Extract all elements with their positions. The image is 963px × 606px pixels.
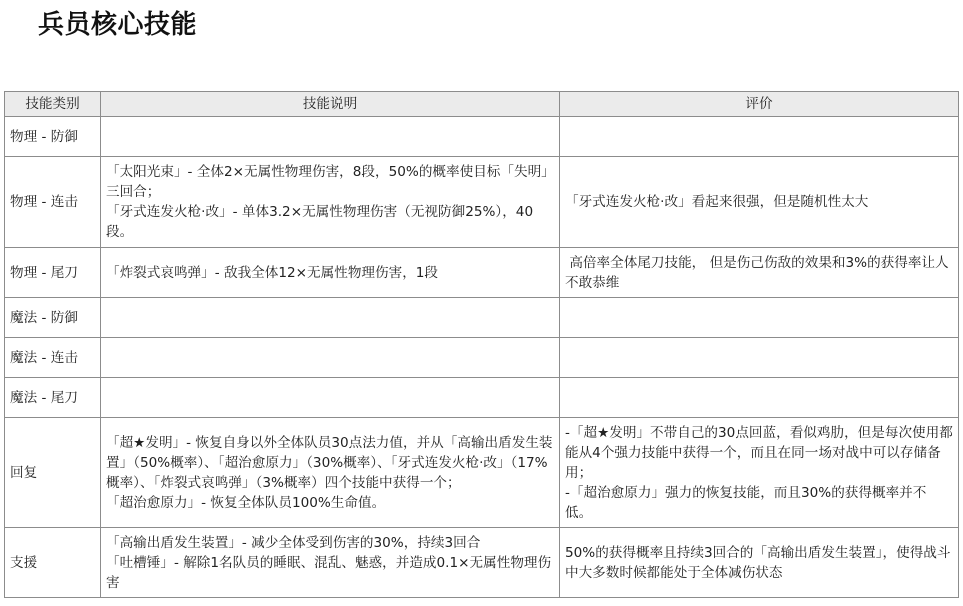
category-cell: 魔法 - 尾刀 (5, 378, 101, 418)
category-cell: 物理 - 防御 (5, 117, 101, 157)
table-row (5, 298, 959, 338)
skill-evaluation: -「超★发明」不带自己的30点回蓝，看似鸡肋，但是每次使用都能从4个强力技能中获得一个，而且在同一场对战中可以存储备用； (565, 424, 953, 481)
skill-evaluation: 高倍率全体尾刀技能， 但是伤己伤敌的效果和3%的获得率让人不敢恭维 (565, 254, 949, 291)
evaluation-cell (560, 248, 959, 298)
description-cell (101, 248, 560, 298)
evaluation-cell (560, 378, 959, 418)
skill-description: 「吐槽锤」- 解除1名队员的睡眠、混乱、魅惑，并造成0.1×无属性物理伤害 (106, 554, 552, 591)
evaluation-cell (560, 117, 959, 157)
table-row (5, 157, 959, 248)
category-cell: 物理 - 尾刀 (5, 248, 101, 298)
skill-description: 「牙式连发火枪·改」- 单体3.2×无属性物理伤害（无视防御25%），40段。 (106, 204, 534, 240)
skill-evaluation: 50%的获得概率且持续3回合的「高输出盾发生装置」，使得战斗中大多数时候都能处于全体减伤状态 (565, 544, 951, 581)
evaluation-cell (560, 157, 959, 248)
skill-evaluation: -「超治愈原力」强力的恢复技能，而且30%的获得概率并不低。 (565, 484, 927, 521)
header-category: 技能类别 (5, 92, 101, 117)
skill-description: 「太阳光束」- 全体2×无属性物理伤害，8段，50%的概率使目标「失明」三回合； (106, 164, 548, 200)
skill-evaluation: 「牙式连发火枪·改」看起来很强，但是随机性太大 (565, 194, 869, 210)
description-cell (101, 117, 560, 157)
table-row (5, 378, 959, 418)
skill-description: 「炸裂式哀鸣弹」- 敌我全体12×无属性物理伤害，1段 (106, 264, 439, 281)
description-cell (101, 338, 560, 378)
description-cell (101, 378, 560, 418)
description-cell (101, 298, 560, 338)
skill-description: 「超治愈原力」- 恢复全体队员100%生命值。 (106, 494, 386, 511)
skill-description: 「高输出盾发生装置」- 减少全体受到伤害的30%，持续3回合 (106, 534, 481, 551)
evaluation-cell (560, 528, 959, 598)
table-row (5, 528, 959, 598)
description-cell (101, 418, 560, 528)
table-row (5, 248, 959, 298)
description-cell (101, 528, 560, 598)
skills-table (4, 91, 959, 598)
table-row (5, 338, 959, 378)
table-header-row (5, 92, 959, 117)
category-cell: 回复 (5, 418, 101, 528)
table-row (5, 117, 959, 157)
skill-description: 「超★发明」- 恢复自身以外全体队员30点法力值，并从「高输出盾发生装置」（50%概率）、「超治愈原力」（30%概率）、「牙式连发火枪·改」（17%概率）、「炸裂式哀鸣弹」（3%概率）四个技能中获得一个； (106, 434, 553, 491)
category-cell: 支援 (5, 528, 101, 598)
evaluation-cell (560, 418, 959, 528)
category-cell: 魔法 - 连击 (5, 338, 101, 378)
page-title: 兵员核心技能 (38, 10, 198, 40)
header-evaluation: 评价 (560, 92, 959, 117)
category-cell: 物理 - 连击 (5, 157, 101, 248)
evaluation-cell (560, 298, 959, 338)
evaluation-cell (560, 338, 959, 378)
description-cell (101, 157, 560, 248)
table-row (5, 418, 959, 528)
category-cell: 魔法 - 防御 (5, 298, 101, 338)
header-description: 技能说明 (101, 92, 560, 117)
